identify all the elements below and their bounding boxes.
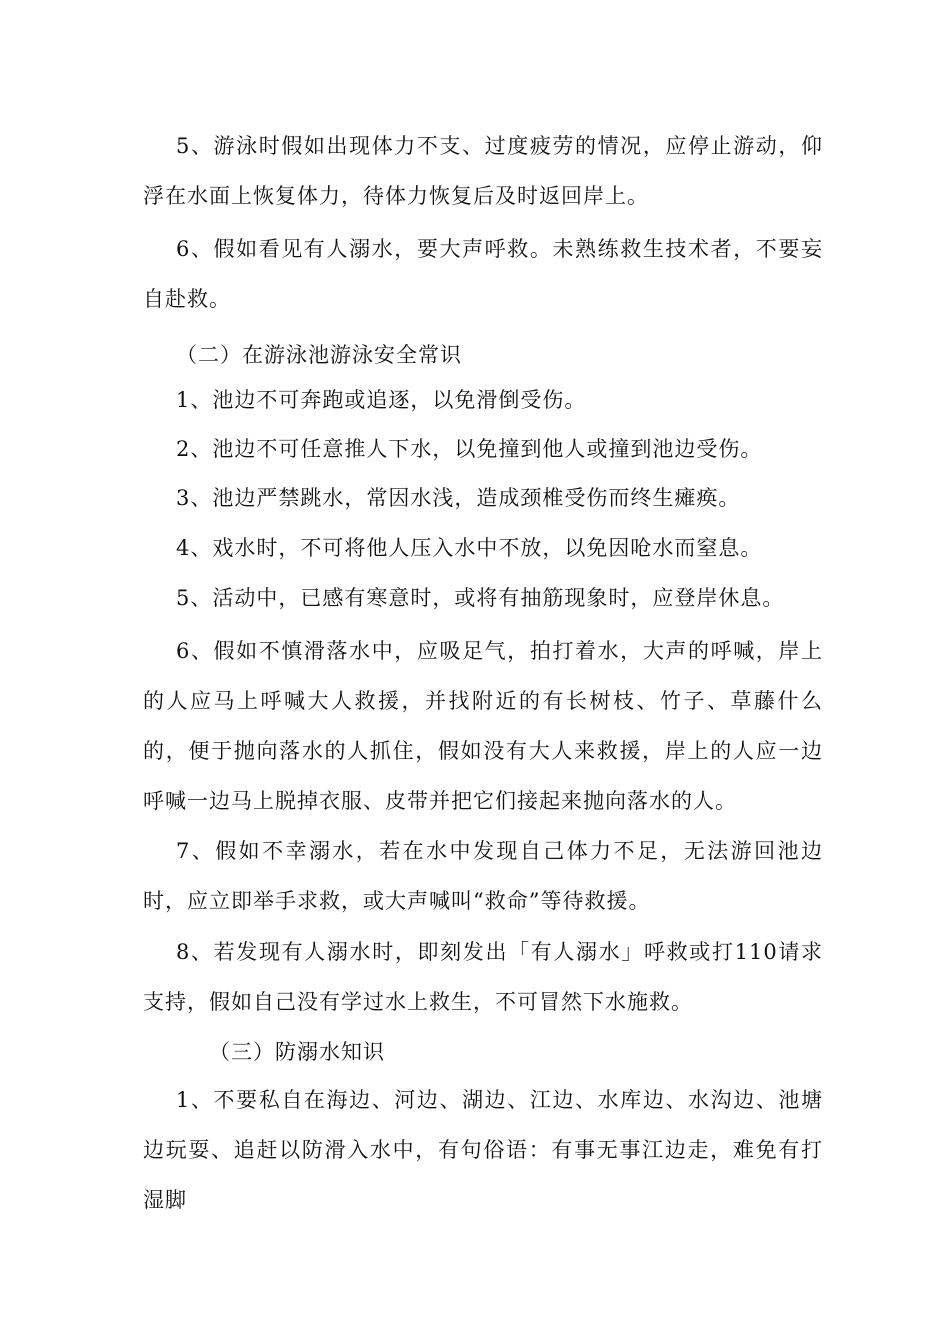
section-heading-drowning-prevention: （三）防溺水知识 — [209, 1040, 385, 1064]
pool-safety-item-4: 4、戏水时，不可将他人压入水中不放，以免因呛水而窒息。 — [176, 536, 763, 560]
paragraph-item-5: 5、游泳时假如出现体力不支、过度疲劳的情况，应停止游动，仰浮在水面上恢复体力，待体力恢复后及时返回岸上。 — [143, 134, 823, 208]
section-heading-pool-safety: （二）在游泳池游泳安全常识 — [176, 343, 462, 367]
pool-safety-item-5: 5、活动中，已感有寒意时，或将有抽筋现象时，应登岸休息。 — [176, 586, 785, 610]
pool-safety-item-1: 1、池边不可奔跑或追逐，以免滑倒受伤。 — [176, 388, 587, 412]
pool-safety-item-6: 6、假如不慎滑落水中，应吸足气，拍打着水，大声的呼喊，岸上的人应马上呼喊大人救援，并找附近的有长树枝、竹子、草藤什么的，便于抛向落水的人抓住，假如没有大人来救援，岸上的人应一边呼喊一边马上脱掉衣服、皮带并把它们接起来抛向落水的人。 — [143, 639, 823, 813]
drowning-prevention-item-1: 1、不要私自在海边、河边、湖边、江边、水库边、水沟边、池塘边玩耍、追赶以防滑入水中，有句俗语：有事无事江边走，难免有打湿脚 — [143, 1088, 823, 1212]
pool-safety-item-2: 2、池边不可任意推人下水，以免撞到他人或撞到池边受伤。 — [176, 437, 763, 461]
pool-safety-item-3: 3、池边严禁跳水，常因水浅，造成颈椎受伤而终生瘫痪。 — [176, 486, 741, 510]
pool-safety-item-8: 8、若发现有人溺水时，即刻发出「有人溺水」呼救或打110请求支持，假如自己没有学过水上救生，不可冒然下水施救。 — [143, 940, 823, 1014]
pool-safety-item-7: 7、假如不幸溺水，若在水中发现自己体力不足，无法游回池边时，应立即举手求救，或大声喊叫“救命”等待救援。 — [143, 839, 823, 913]
paragraph-item-6: 6、假如看见有人溺水，要大声呼救。未熟练救生技术者，不要妄自赴救。 — [143, 237, 823, 311]
